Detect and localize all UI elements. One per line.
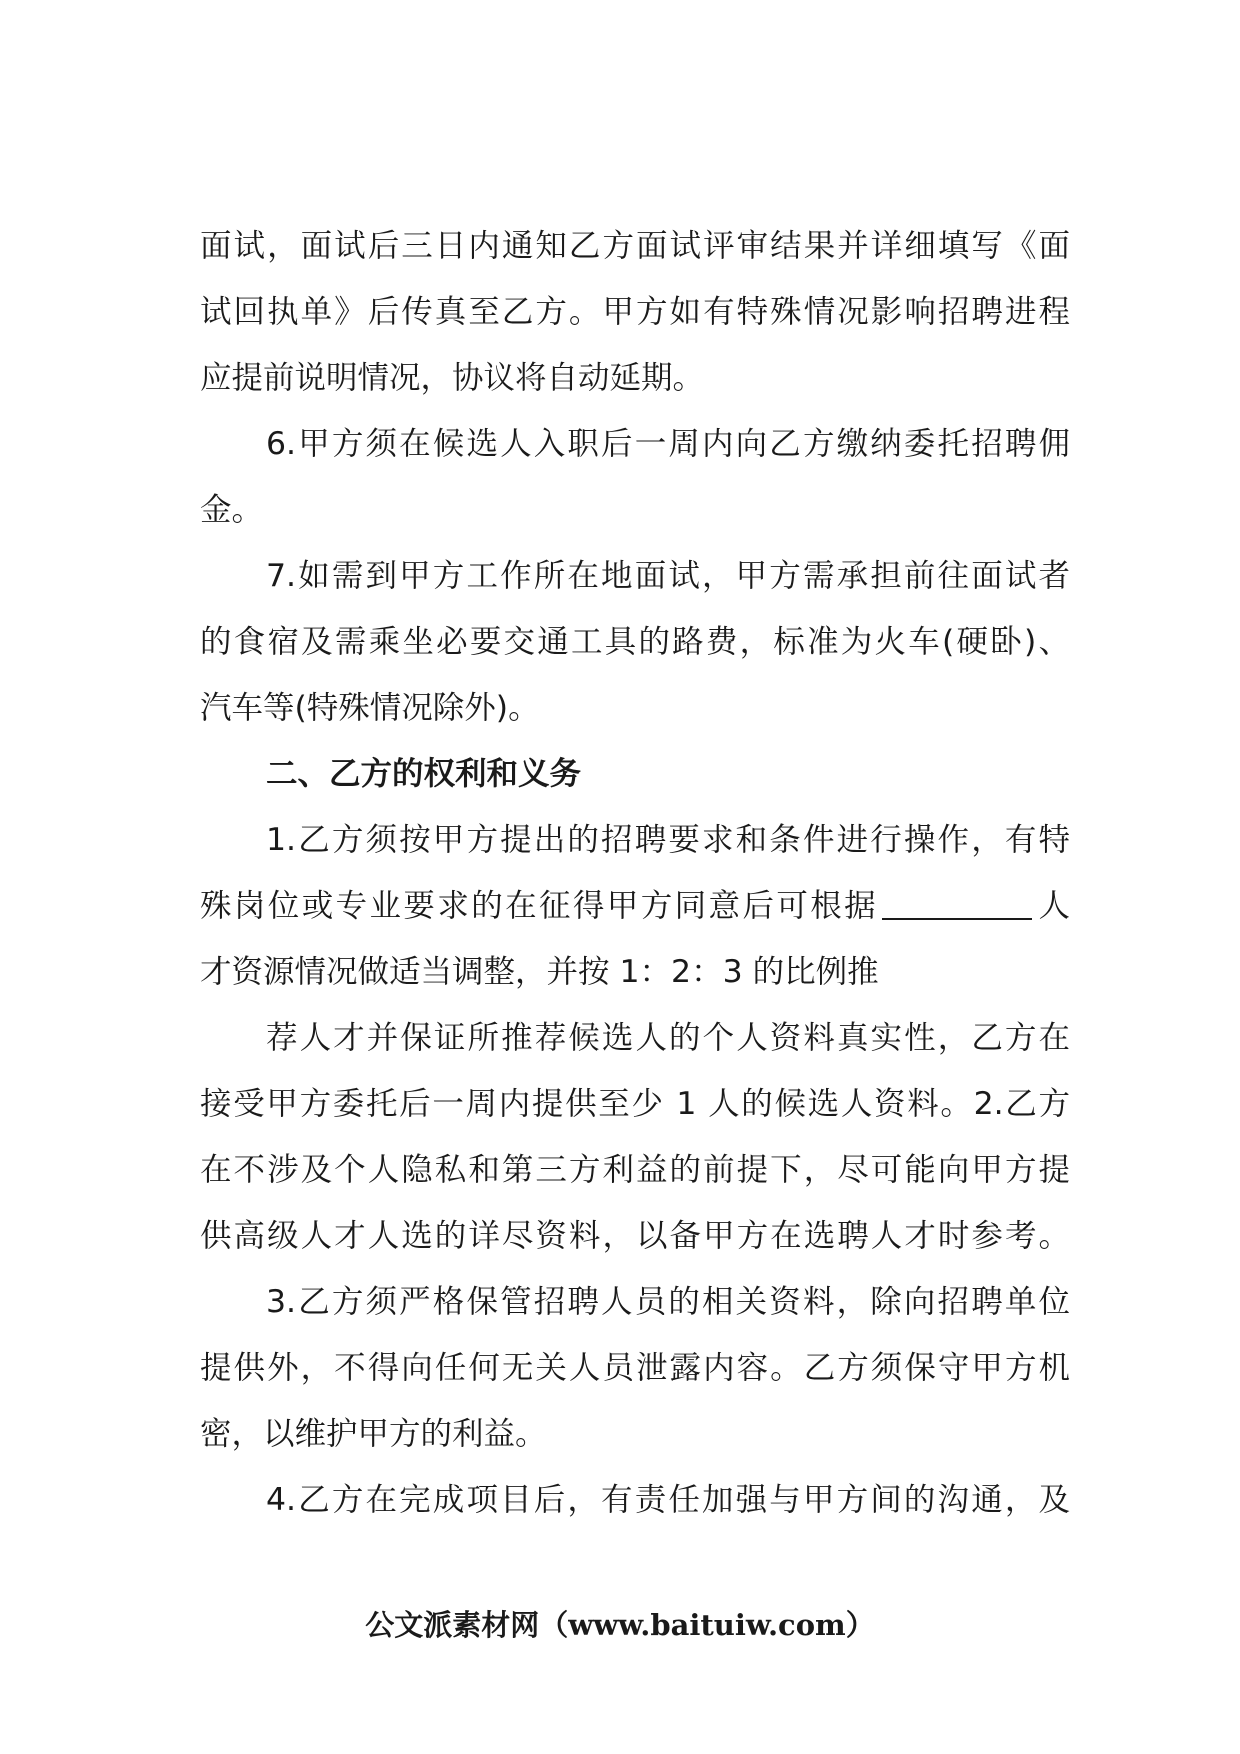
paragraph-line: 提供外，不得向任何无关人员泄露内容。乙方须保守甲方机 [200,1350,1070,1386]
paragraph-line: 供高级人才人选的详尽资料，以备甲方在选聘人才时参考。 [200,1218,1070,1254]
paragraph-line: 金。 [200,492,264,528]
paragraph-line: 密，以维护甲方的利益。 [200,1416,547,1452]
paragraph-line: 1.乙方须按甲方提出的招聘要求和条件进行操作，有特 [266,822,1070,858]
paragraph-line: 试回执单》后传真至乙方。甲方如有特殊情况影响招聘进程 [200,294,1070,330]
paragraph-line: 7.如需到甲方工作所在地面试，甲方需承担前往面试者 [266,558,1070,594]
paragraph-line [200,883,1070,929]
paragraph-line: 应提前说明情况，协议将自动延期。 [200,360,705,396]
paragraph-line: 才资源情况做适当调整，并按 1：2：3 的比例推 [200,954,879,990]
line-text: 殊岗位或专业要求的在征得甲方同意后可根据 [200,888,879,924]
paragraph-line: 6.甲方须在候选人入职后一周内向乙方缴纳委托招聘佣 [266,426,1070,462]
fill-in-blank [882,888,1032,920]
paragraph-line: 汽车等(特殊情况除外)。 [200,690,540,726]
line-text: 人 [1036,888,1070,924]
paragraph-line: 接受甲方委托后一周内提供至少 1 人的候选人资料。2.乙方 [200,1086,1070,1122]
paragraph-line: 的食宿及需乘坐必要交通工具的路费，标准为火车(硬卧)、 [200,624,1070,660]
paragraph-line: 荐人才并保证所推荐候选人的个人资料真实性，乙方在 [266,1020,1070,1056]
section-heading: 二、乙方的权利和义务 [266,756,582,792]
paragraph-line: 3.乙方须严格保管招聘人员的相关资料，除向招聘单位 [266,1284,1070,1320]
paragraph-line: 在不涉及个人隐私和第三方利益的前提下，尽可能向甲方提 [200,1152,1070,1188]
paragraph-line: 面试，面试后三日内通知乙方面试评审结果并详细填写《面 [200,228,1070,264]
paragraph-line: 4.乙方在完成项目后，有责任加强与甲方间的沟通，及 [266,1482,1070,1518]
footer-watermark: 公文派素材网（www.baituiw.com） [365,1608,875,1642]
